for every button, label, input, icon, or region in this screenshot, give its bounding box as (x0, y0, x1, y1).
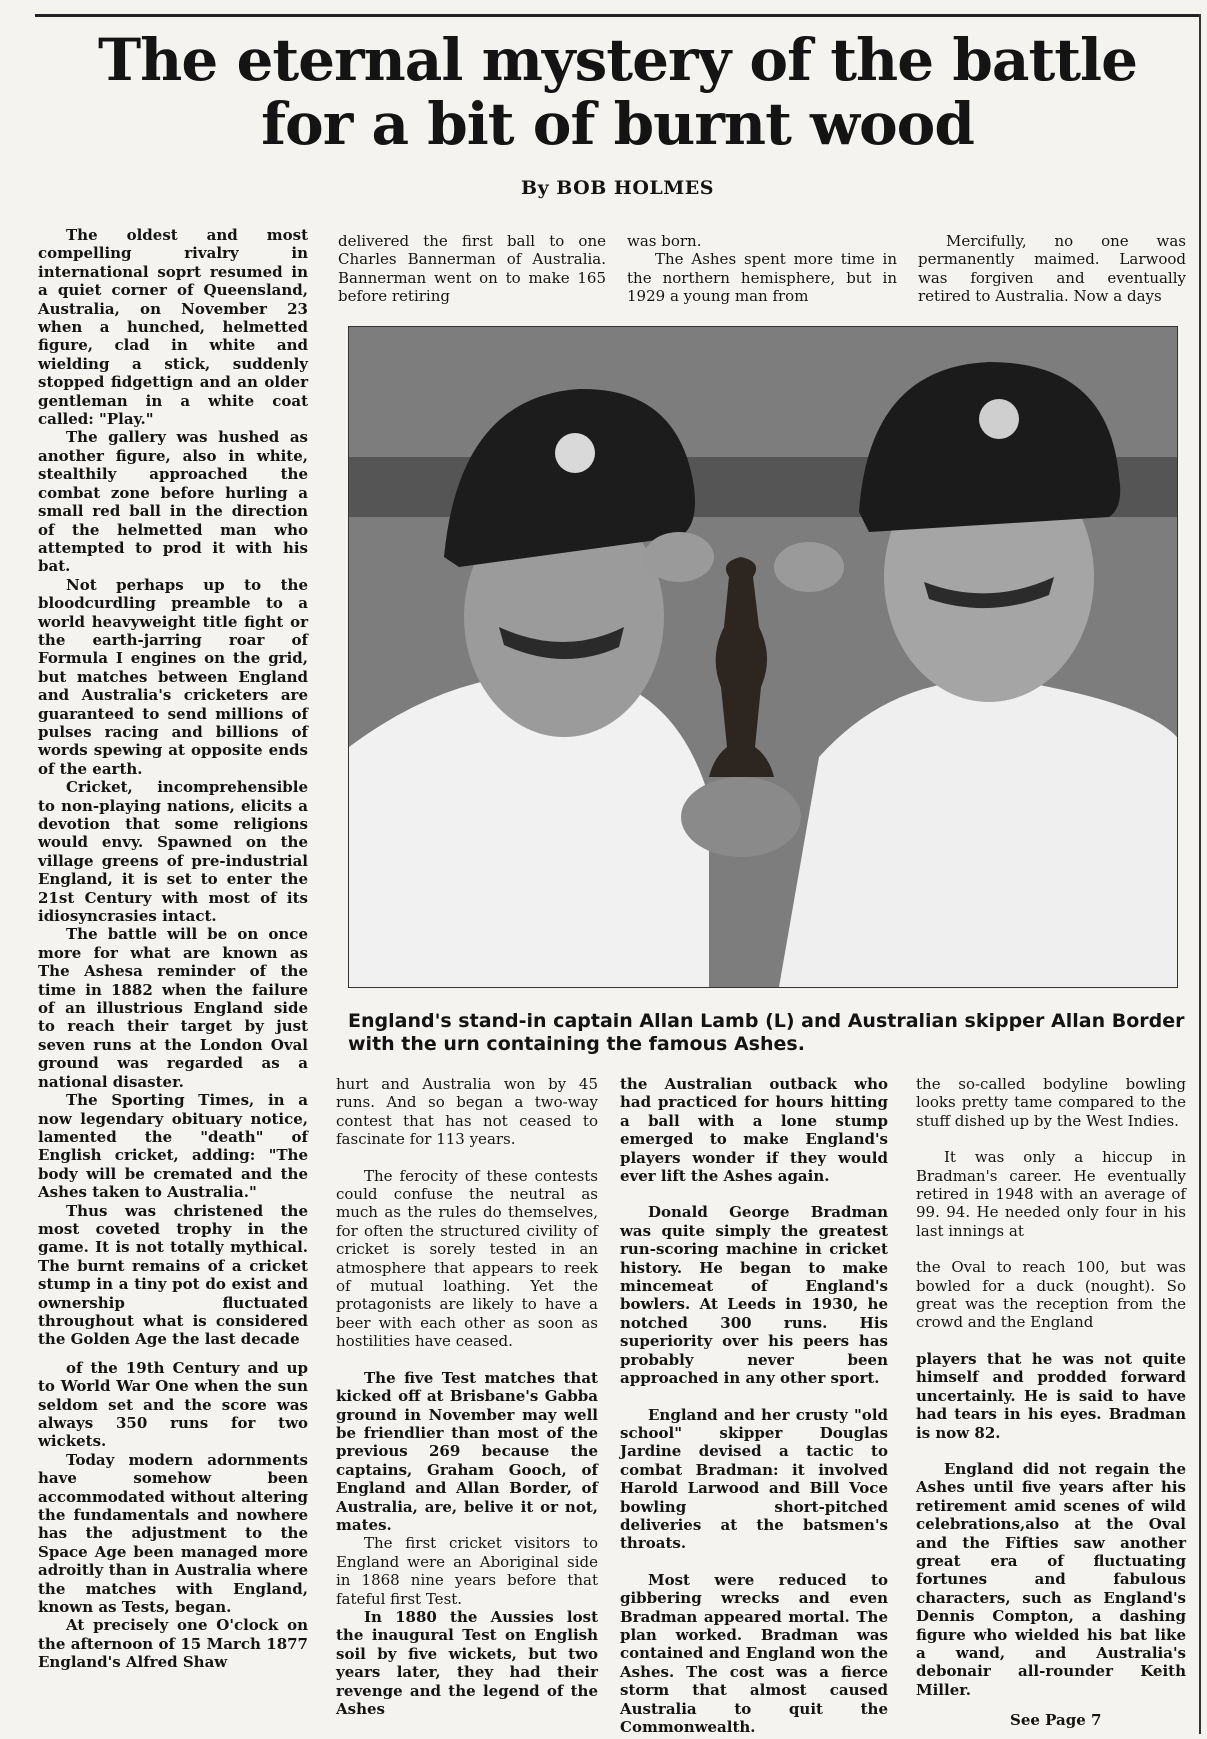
article-column-4 (916, 1075, 1186, 1699)
article-column-2 (336, 1075, 598, 1718)
paragraph: Mercifully, no one was permanently maimed. Larwood was forgiven and eventually retired to Australia. Now a days (918, 232, 1186, 306)
article-column-3-top (627, 232, 897, 306)
article-column-3 (620, 1075, 888, 1736)
continuation-note: See Page 7 (1010, 1711, 1102, 1729)
paragraph: England and her crusty "old school" skipper Douglas Jardine devised a tactic to combat Bradman: it involved Harold Larwood and Bill Voce bowling short-pitched deliveries at the batsmen's throats. (620, 1405, 888, 1553)
paragraph: Most were reduced to gibbering wrecks and even Bradman appeared mortal. The plan worked. Bradman was contained and England won the Ashes. The cost was a fierce storm that almost caused Australia to quit the Commonwealth. (620, 1570, 888, 1736)
paragraph: Cricket, incomprehensible to non-playing nations, elicits a devotion that some religions would envy. Spawned on the village greens of pre-industrial England, it is set to enter the 21st Century with most of its idiosyncrasies intact. (38, 778, 308, 926)
paragraph: Not perhaps up to the bloodcurdling preamble to a world heavyweight title fight or the earth-jarring roar of Formula I engines on the grid, but matches between England and Australia's cricketers are guaranteed to send millions of pulses racing and billions of words spewing at opposite ends of the earth. (38, 575, 308, 778)
paragraph: the so-called bodyline bowling looks pretty tame compared to the stuff dished up by the West Indies. (916, 1075, 1186, 1130)
captains-with-ashes-urn-photo (348, 326, 1178, 988)
paragraph: England did not regain the Ashes until five years after his retirement amid scenes of wild celebrations,also at the Oval and the Fifties saw another great era of fluctuating fortunes and fabulous characters, such as England's Dennis Compton, a dashing figure who wielded his bat like a wand, and Australia's debonair all-rounder Keith Miller. (916, 1459, 1186, 1699)
article-column-2-top (338, 232, 606, 306)
paragraph: the Oval to reach 100, but was bowled for a duck (nought). So great was the reception from the crowd and the England (916, 1258, 1186, 1332)
photo-illustration (349, 327, 1177, 987)
paragraph: The battle will be on once more for what are known as The Ashesa reminder of the time in 1882 when the failure of an illustrious England side to reach their target by just seven runs at the London Oval ground was regarded as a national disaster. (38, 925, 308, 1091)
paragraph: was born. (627, 232, 702, 250)
photo-caption: England's stand-in captain Allan Lamb (L) and Australian skipper Allan Border with the urn containing the famous Ashes. (348, 1010, 1185, 1055)
paragraph: of the 19th Century and up to World War One when the sun seldom set and the score was always 350 runs for two wickets. (38, 1358, 308, 1451)
column-rule (1199, 14, 1201, 1734)
paragraph: The gallery was hushed as another figure, also in white, stealthily approached the combat zone before hurling a small red ball in the direction of the helmetted man who attempted to prod it with his bat. (38, 428, 308, 576)
article-column-4-top (918, 232, 1186, 306)
paragraph: The Ashes spent more time in the northern hemisphere, but in 1929 a young man from (627, 250, 897, 306)
paragraph: Today modern adornments have somehow been accommodated without altering the fundamentals and nowhere has the adjustment to the Space Age been managed more adroitly than in Australia where the matches with England, known as Tests, began. (38, 1450, 308, 1617)
paragraph: players that he was not quite himself and prodded forward uncertainly. He is said to have had tears in his eyes. Bradman is now 82. (916, 1349, 1186, 1442)
paragraph: The oldest and most compelling rivalry in international soprt resumed in a quiet corner of Queensland, Australia, on November 23 when a hunched, helmetted figure, clad in white and wielding a stick, suddenly stopped fidgettign and an older gentleman in a white coat called: "Play." (38, 226, 308, 429)
paragraph: The ferocity of these contests could confuse the neutral as much as the rules do themselves, for often the structured civility of cricket is sorely tested in an atmosphere that appears to reek of mutual loathing. Yet the protagonists are likely to have a beer with each other as soon as hostilities have ceased. (336, 1166, 598, 1351)
headline-line-1: The eternal mystery of the battle (98, 26, 1137, 94)
paragraph: The five Test matches that kicked off at Brisbane's Gabba ground in November may well be friendlier than most of the previous 269 because the captains, Graham Gooch, of England and Allan Border, of Australia, are, belive it or not, mates. (336, 1368, 598, 1534)
byline: By BOB HOLMES (521, 177, 714, 199)
paragraph: Thus was christened the most coveted trophy in the game. It is not totally mythical. The burnt remains of a cricket stump in a tiny pot do exist and ownership fluctuated throughout what is considered the Golden Age the last decade (38, 1201, 308, 1349)
paragraph: hurt and Australia won by 45 runs. And so began a two-way contest that has not ceased to fascinate for 113 years. (336, 1075, 598, 1149)
paragraph: delivered the first ball to one Charles Bannerman of Australia. Bannerman went on to make 165 before retiring (338, 232, 606, 306)
top-rule (35, 14, 1200, 17)
paragraph: Donald George Bradman was quite simply the greatest run-scoring machine in cricket history. He began to make mincemeat of England's bowlers. At Leeds in 1930, he notched 300 runs. His superiority over his peers has probably never been approached in any other sport. (620, 1203, 888, 1388)
paragraph: At precisely one O'clock on the afternoon of 15 March 1877 England's Alfred Shaw (38, 1616, 308, 1672)
paragraph: The first cricket visitors to England were an Aboriginal side in 1868 nine years before that fateful first Test. (336, 1534, 598, 1608)
paragraph: The Sporting Times, in a now legendary obituary notice, lamented the "death" of English cricket, adding: "The body will be cremated and the Ashes taken to Australia." (38, 1091, 308, 1202)
article-column-1 (38, 226, 308, 1672)
paragraph: the Australian outback who had practiced for hours hitting a ball with a lone stump emerged to make England's players wonder if they would ever lift the Ashes again. (620, 1075, 888, 1186)
paragraph: In 1880 the Aussies lost the inaugural Test on English soil by five wickets, but two years later, they had their revenge and the legend of the Ashes (336, 1607, 598, 1718)
headline-line-2: for a bit of burnt wood (261, 90, 974, 158)
headline (40, 28, 1195, 156)
paragraph: It was only a hiccup in Bradman's career. He eventually retired in 1948 with an average of 99. 94. He needed only four in his last innings at (916, 1148, 1186, 1240)
